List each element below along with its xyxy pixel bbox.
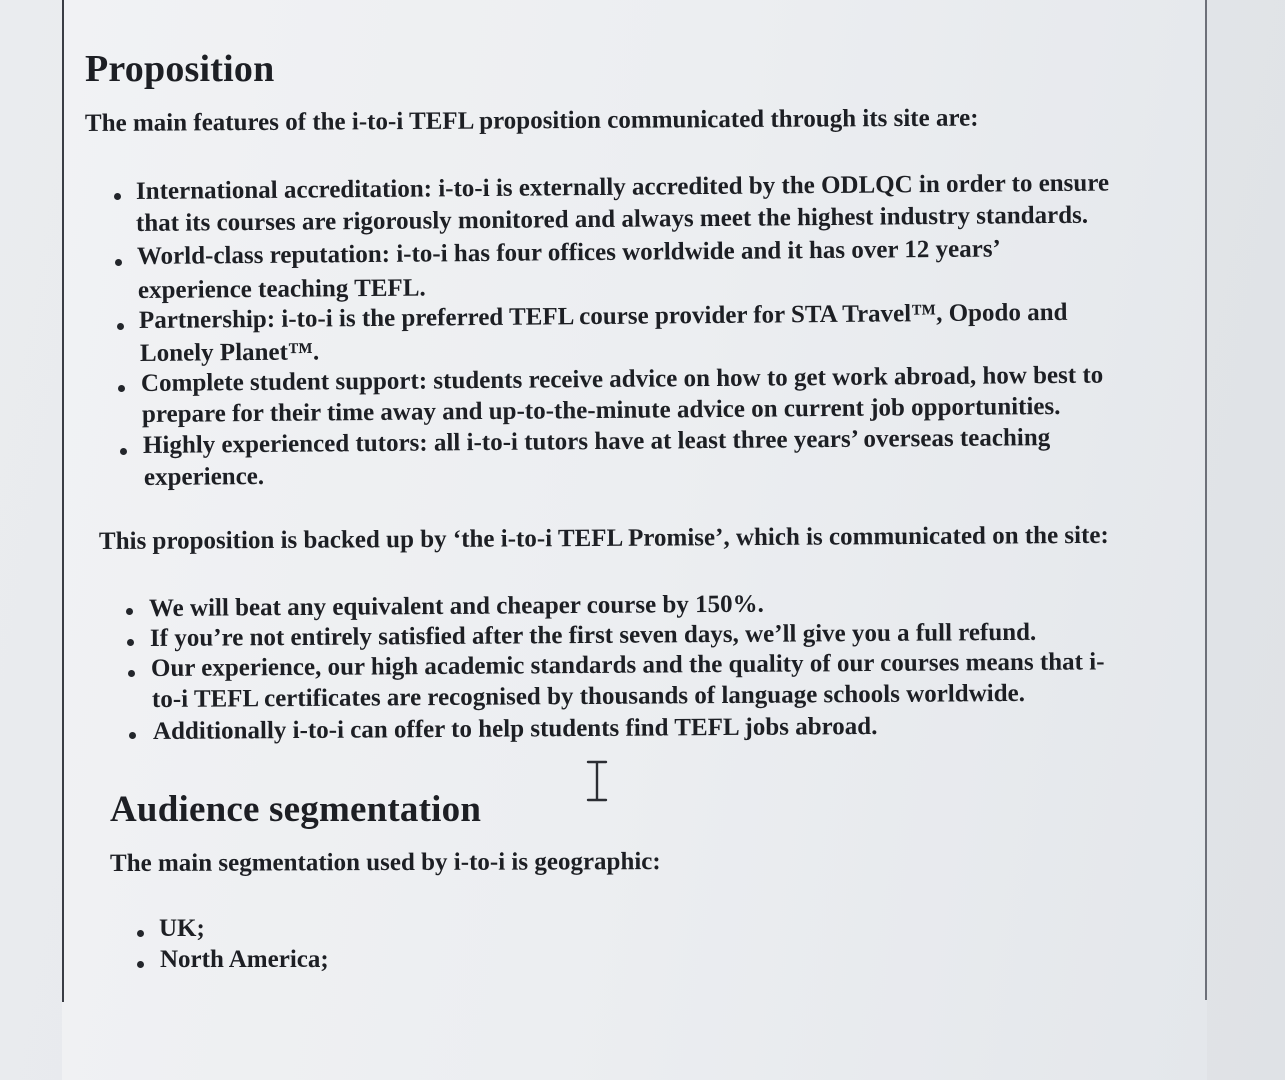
bullet-icon bbox=[137, 961, 144, 968]
bullet-icon bbox=[120, 448, 127, 455]
bullet-icon bbox=[114, 193, 121, 200]
segment-label: North America; bbox=[160, 946, 329, 973]
feature-line-1: Highly experienced tutors: all i-to-i tutors have at least three years’ overseas teaching bbox=[142, 424, 1051, 459]
bullet-icon bbox=[118, 385, 125, 392]
heading-proposition: Proposition bbox=[85, 48, 275, 90]
bullet-icon bbox=[137, 930, 144, 937]
heading-audience-segmentation: Audience segmentation bbox=[110, 789, 482, 830]
feature-line-2: Lonely Planet™. bbox=[139, 338, 320, 367]
text-cursor-icon bbox=[585, 760, 609, 802]
feature-line-1: World-class reputation: i-to-i has four offices worldwide and it has over 12 years’ bbox=[136, 235, 1001, 270]
promise-intro: This proposition is backed up by ‘the i-to-i TEFL Promise’, which is communicated on the site: bbox=[98, 521, 1109, 555]
feature-line-2: that its courses are rigorously monitored and always meet the highest industry standards. bbox=[135, 201, 1089, 237]
feature-line-1: Complete student support: students receive advice on how to get work abroad, how best to bbox=[140, 361, 1104, 397]
promise-line-2: to-i TEFL certificates are recognised by thousands of language schools worldwide. bbox=[151, 679, 1026, 713]
promise-line-1: Additionally i-to-i can offer to help students find TEFL jobs abroad. bbox=[152, 712, 878, 745]
promise-line-1: We will beat any equivalent and cheaper course by 150%. bbox=[148, 590, 764, 622]
feature-line-2: prepare for their time away and up-to-the-minute advice on current job opportunities. bbox=[141, 392, 1061, 428]
feature-line-1: Partnership: i-to-i is the preferred TEFL course provider for STA Travel™, Opodo and bbox=[138, 298, 1068, 334]
segmentation-intro: The main segmentation used by i-to-i is geographic: bbox=[109, 848, 661, 877]
bullet-icon bbox=[117, 323, 124, 330]
feature-line-2: experience. bbox=[143, 462, 265, 491]
bullet-icon bbox=[129, 732, 136, 739]
segment-label: UK; bbox=[159, 915, 205, 942]
bullet-icon bbox=[128, 670, 135, 677]
feature-line-1: International accreditation: i-to-i is externally accredited by the ODLQC in order to ensure bbox=[135, 169, 1110, 205]
proposition-intro: The main features of the i-to-i TEFL proposition communicated through its site are: bbox=[84, 104, 979, 137]
bullet-icon bbox=[126, 608, 133, 615]
promise-line-1: If you’re not entirely satisfied after the first seven days, we’ll give you a full refund. bbox=[149, 618, 1037, 652]
bullet-icon bbox=[115, 259, 122, 266]
bullet-icon bbox=[127, 639, 134, 646]
feature-line-2: experience teaching TEFL. bbox=[137, 274, 426, 304]
promise-line-1: Our experience, our high academic standards and the quality of our courses means that i- bbox=[150, 648, 1105, 682]
